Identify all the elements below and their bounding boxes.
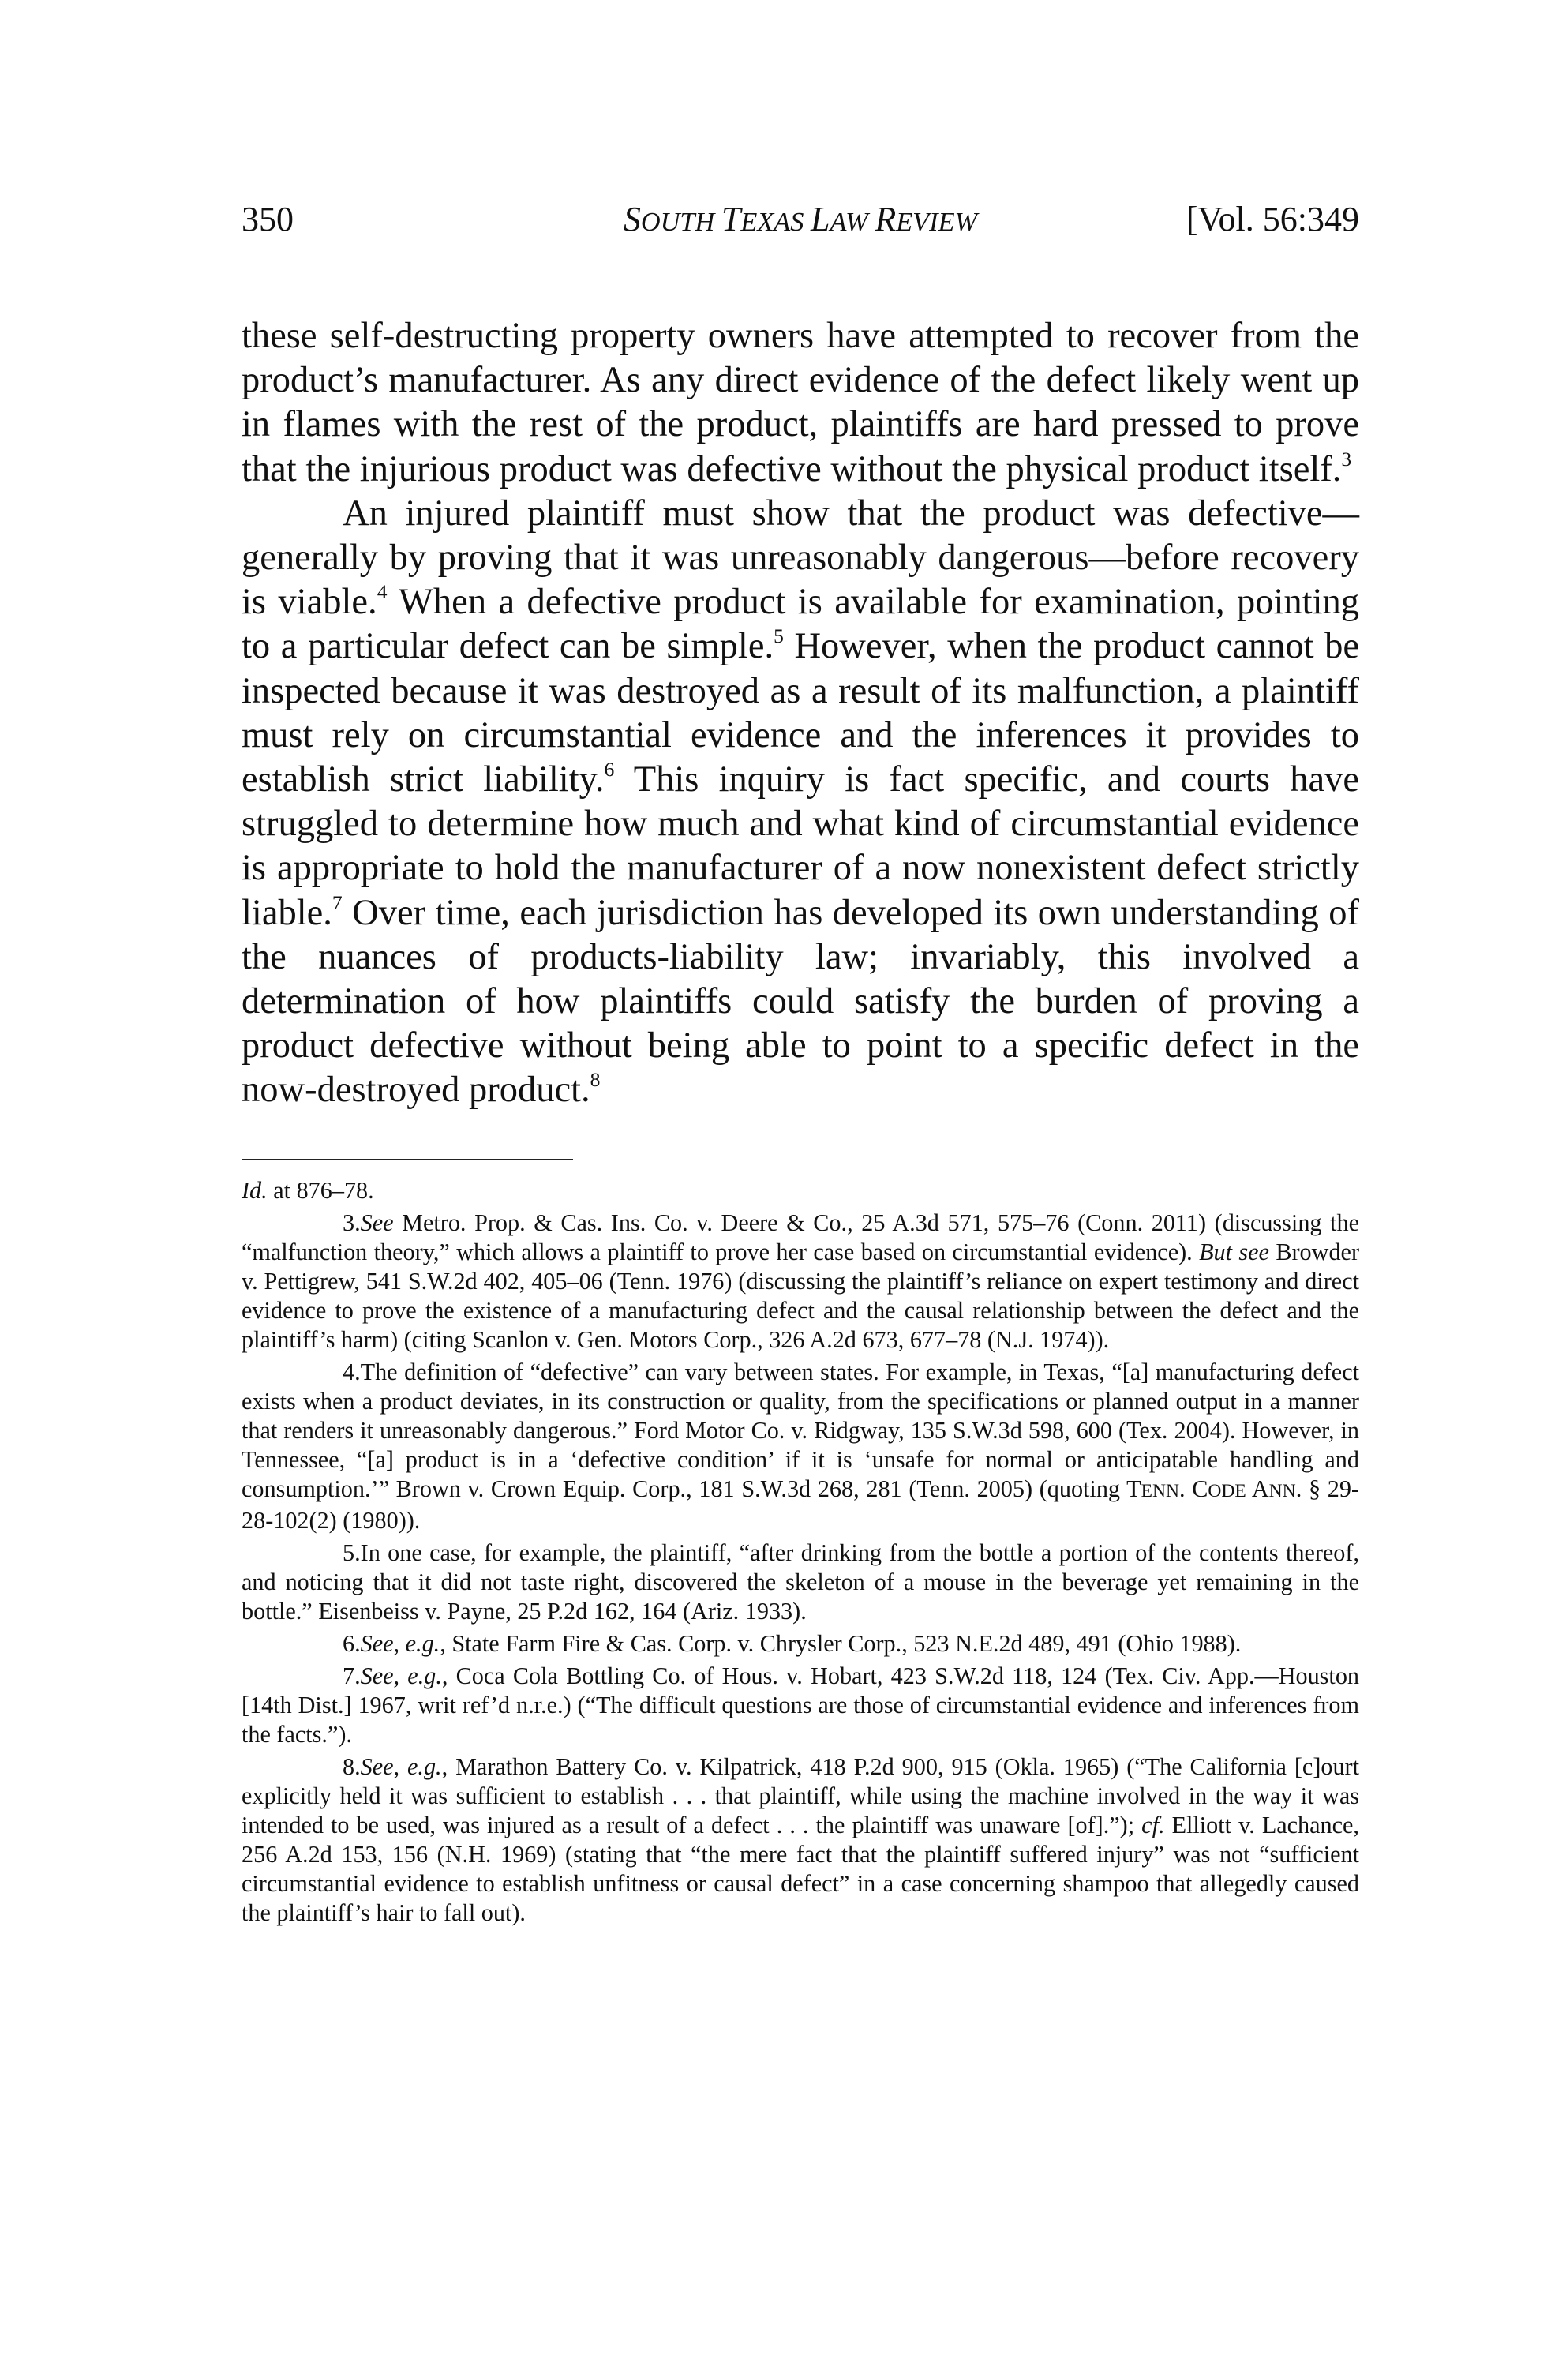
body-text-run: This inquiry is fact specific, and courts have struggled to determine how much and what kind of circumstantial evidence is appropriate to hold the manufacturer of a now nonexistent defect strictly liable.: [242, 759, 1359, 933]
small-caps-text: NN: [1268, 1481, 1296, 1501]
see-eg-signal: See, e.g.: [360, 1662, 442, 1689]
body-text-run: However, when the product cannot be inspected because it was destroyed as a result of its malfunction, a plaintiff must rely on circumstantial evidence and the inferences it provides to establish strict liability.: [242, 626, 1359, 800]
small-caps-text: ENN: [1141, 1481, 1180, 1501]
footnote-text: , State Farm Fire & Cas. Corp. v. Chrysler Corp., 523 N.E.2d 489, 491 (Ohio 1988).: [440, 1630, 1242, 1657]
footnote-text: Elliott v. Lachance, 256 A.2d 153, 156 (N.H. 1969) (stating that “the mere fact that the plaintiff suffered injury” was not “sufficient circumstantial evidence to establish unfitness or causal defect” in a case concerning shampoo that allegedly caused the plaintiff’s hair to fall out).: [242, 1812, 1359, 1926]
footnote-8: [242, 1752, 1359, 1928]
journal-title-part: AW: [830, 207, 875, 237]
footnote-6: [242, 1629, 1359, 1659]
footnote-continuation: [242, 1176, 1359, 1205]
but-see-signal: But see: [1199, 1239, 1269, 1265]
footnote-number: 6.: [343, 1630, 361, 1657]
footnote-text: . C: [1179, 1475, 1208, 1502]
footnote-4: [242, 1358, 1359, 1535]
see-eg-signal: See, e.g.: [360, 1630, 440, 1657]
journal-title-part: EVIEW: [896, 207, 978, 237]
footnote-number: 8.: [343, 1753, 361, 1780]
small-caps-text: ODE: [1208, 1481, 1246, 1501]
journal-title-part: S: [623, 200, 641, 238]
journal-title-part: R: [875, 200, 897, 238]
footnotes: [242, 1176, 1359, 1931]
body-text-run: these self-destructing property owners have attempted to recover from the product’s manufacturer. As any direct evidence of the defect likely went up in flames with the rest of the product, plaintiffs are hard pressed to prove that the injurious product was defective without the physical product itself.: [242, 316, 1359, 489]
journal-title-part: OUTH: [640, 207, 721, 237]
body-text-run: Over time, each jurisdiction has developed its own understanding of the nuances of products-liability law; invariably, this involved a determination of how plaintiffs could satisfy the burden of proving a product defective without being able to point to a specific defect in the now-destroyed product.: [242, 892, 1359, 1111]
footnote-number: 7.: [343, 1662, 361, 1689]
page-number: 350: [242, 200, 294, 238]
footnote-3: [242, 1209, 1359, 1355]
footnote-number: 5.: [343, 1539, 361, 1566]
main-text: [242, 314, 1359, 1113]
footnote-divider: [242, 1159, 573, 1160]
footnote-5: [242, 1539, 1359, 1626]
footnote-text: at 876–78.: [267, 1177, 374, 1204]
footnote-ref-3: 3: [1341, 447, 1352, 470]
footnote-text: In one case, for example, the plaintiff, “after drinking from the bottle a portion of the contents thereof, and noticing that it did not taste right, discovered the skeleton of a mouse in the beverage yet remaining in the bottle.” Eisenbeiss v. Payne, 25 P.2d 162, 164 (Ariz. 1933).: [242, 1539, 1359, 1625]
footnote-text: . § 29-28-102(2) (1980)).: [242, 1475, 1359, 1534]
journal-title-part: EXAS: [740, 207, 811, 237]
footnote-text: T: [1126, 1475, 1141, 1502]
footnote-7: [242, 1662, 1359, 1749]
journal-title-part: T: [721, 200, 741, 238]
see-eg-signal: See, e.g.: [360, 1753, 442, 1780]
footnote-text: The definition of “defective” can vary between states. For example, in Texas, “[a] manufacturing defect exists when a product deviates, in its construction or quality, from the specifications or planned output in a manner that renders it unreasonably dangerous.” Ford Motor Co. v. Ridgway, 135 S.W.3d 598, 600 (Tex. 2004). However, in Tennessee, “[a] product is in a ‘defective condition’ if it is ‘unsafe for normal or anticipatable handling and consumption.’” Brown v. Crown Equip. Corp., 181 S.W.3d 268, 281 (Tenn. 2005) (quoting: [242, 1359, 1359, 1502]
footnote-ref-4: 4: [377, 580, 388, 604]
volume-citation: [Vol. 56:349: [1186, 200, 1359, 238]
footnote-text: A: [1246, 1475, 1269, 1502]
footnote-ref-7: 7: [332, 890, 343, 914]
body-text-run: When a defective product is available for examination, pointing to a particular defect can be simple.: [242, 582, 1359, 667]
body-text-run: An injured plaintiff must show that the product was defective—generally by proving that it was unreasonably dangerous—before recovery is viable.: [242, 493, 1359, 623]
see-signal: See: [360, 1209, 394, 1236]
footnote-ref-8: 8: [590, 1068, 601, 1092]
footnote-ref-6: 6: [604, 757, 615, 781]
body-paragraph-1: [242, 314, 1359, 492]
body-paragraph-2: [242, 492, 1359, 1113]
footnote-number: 3.: [343, 1209, 361, 1236]
footnote-text: , Coca Cola Bottling Co. of Hous. v. Hobart, 423 S.W.2d 118, 124 (Tex. Civ. App.—Houston [14th Dist.] 1967, writ ref’d n.r.e.) (“The difficult questions are those of circumstantial evidence and inferences from the facts.”).: [242, 1662, 1360, 1748]
footnote-ref-5: 5: [774, 624, 784, 648]
running-header: [242, 199, 1359, 246]
cf-signal: cf.: [1141, 1812, 1165, 1838]
journal-title-part: L: [810, 200, 830, 238]
footnote-text: , Marathon Battery Co. v. Kilpatrick, 418 P.2d 900, 915 (Okla. 1965) (“The California [c]ourt explicitly held it was sufficient to establish . . . that plaintiff, while using the machine involved in the way it was intended to be used, was injured as a result of a defect . . . the plaintiff was unaware [of].”);: [242, 1753, 1359, 1838]
footnote-number: 4.: [343, 1359, 361, 1385]
footnote-text: Metro. Prop. & Cas. Ins. Co. v. Deere & Co., 25 A.3d 571, 575–76 (Conn. 2011) (discussing the “malfunction theory,” which allows a plaintiff to prove her case based on circumstantial evidence).: [242, 1209, 1359, 1265]
id-signal: Id.: [242, 1177, 268, 1204]
footnote-text: Browder v. Pettigrew, 541 S.W.2d 402, 405–06 (Tenn. 1976) (discussing the plaintiff’s reliance on expert testimony and direct evidence to prove the existence of a manufacturing defect and the causal relationship between the defect and the plaintiff’s harm) (citing Scanlon v. Gen. Motors Corp., 326 A.2d 673, 677–78 (N.J. 1974)).: [242, 1239, 1359, 1353]
